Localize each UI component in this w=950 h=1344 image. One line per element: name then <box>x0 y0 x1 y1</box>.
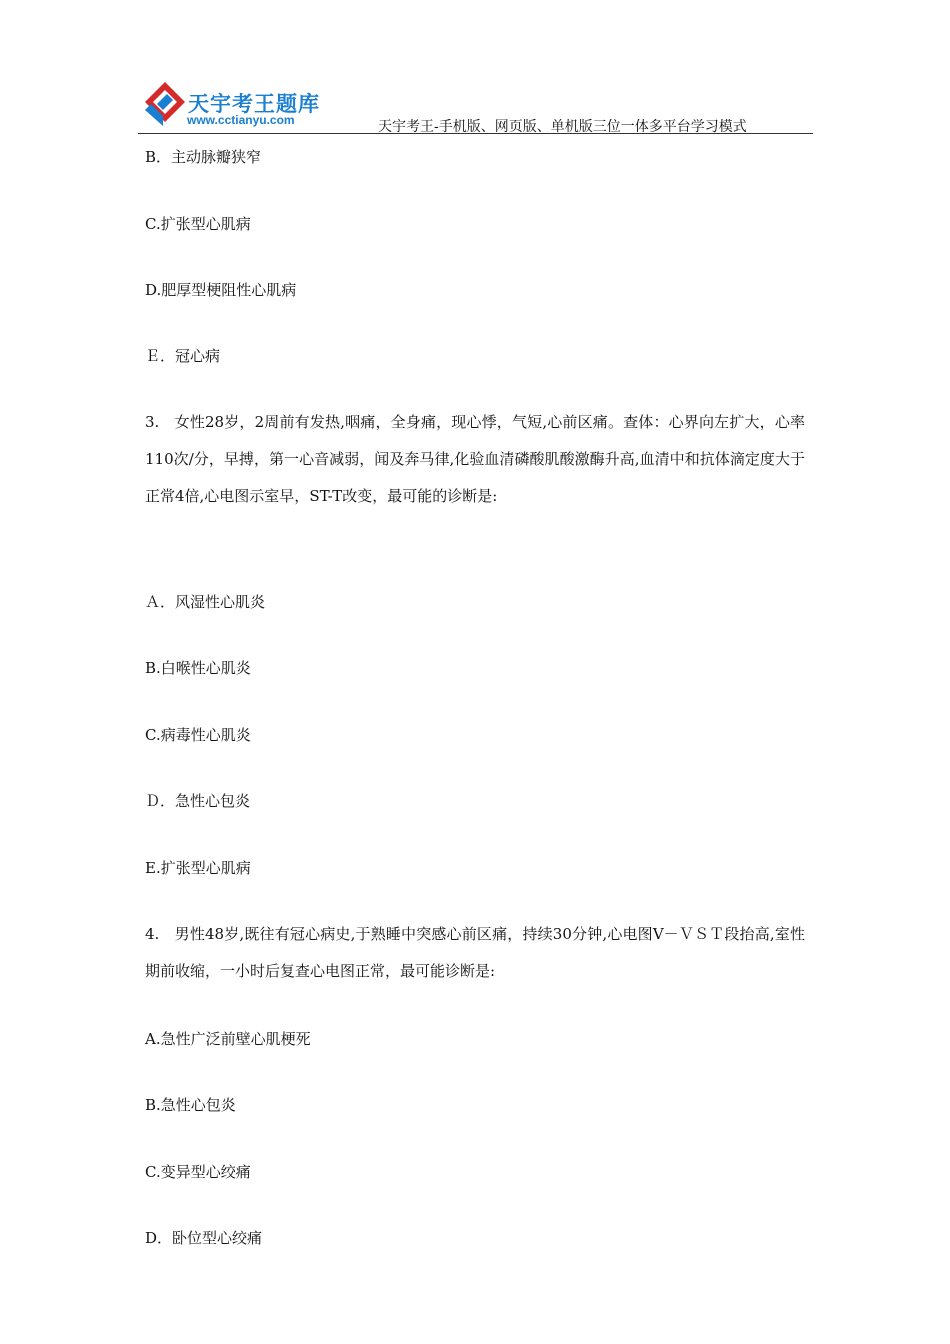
q3-option-d: Ｄ．急性心包炎 <box>145 792 251 810</box>
q3-option-e: E.扩张型心肌病 <box>145 859 251 877</box>
q2-option-c: C.扩张型心肌病 <box>145 215 251 233</box>
logo-url[interactable]: www.cctianyu.com <box>187 113 295 127</box>
q4-stem: 4. 男性48岁,既往有冠心病史,于熟睡中突感心前区痛，持续30分钟,心电图V－ＶＳＴ段抬高,室性期前收缩，一小时后复查心电图正常，最可能诊断是: <box>145 925 805 980</box>
q4-option-b: B.急性心包炎 <box>145 1096 236 1114</box>
q2-option-b: B．主动脉瓣狭窄 <box>145 148 262 166</box>
q4-option-c: C.变异型心绞痛 <box>145 1163 251 1181</box>
q3-stem: 3. 女性28岁，2周前有发热,咽痛，全身痛，现心悸，气短,心前区痛。查体：心界向左扩大，心率110次/分，早搏，第一心音减弱，闻及奔马律,化验血清磷酸肌酸激酶升高,血清中和抗体滴定度大于正常4倍,心电图示室早，ST-T改变，最可能的诊断是: <box>145 413 805 505</box>
logo-title: 天宇考王题库 <box>188 92 320 116</box>
q3-option-a: Ａ．风湿性心肌炎 <box>145 593 266 611</box>
header-tagline: 天宇考王-手机版、网页版、单机版三位一体多平台学习模式 <box>378 119 747 135</box>
q2-option-d: D.肥厚型梗阻性心肌病 <box>145 281 297 299</box>
q3-option-b: B.白喉性心肌炎 <box>145 659 251 677</box>
q3-option-c: C.病毒性心肌炎 <box>145 726 251 744</box>
q4-option-a: A.急性广泛前壁心肌梗死 <box>145 1030 311 1048</box>
q2-option-e: Ｅ．冠心病 <box>145 347 221 365</box>
q4-option-d: D．卧位型心绞痛 <box>145 1229 263 1247</box>
